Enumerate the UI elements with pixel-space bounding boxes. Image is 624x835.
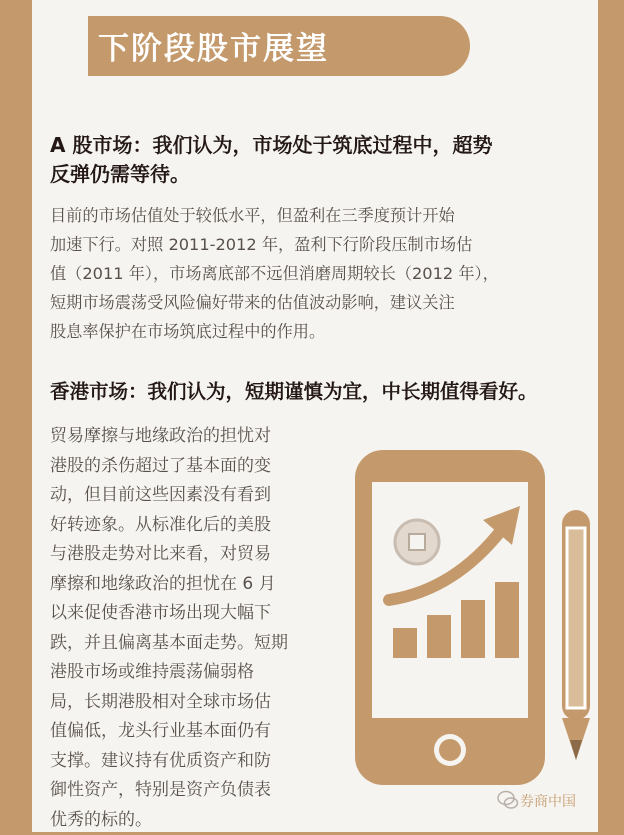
hk-body-line: 优秀的标的。 [50, 809, 152, 830]
a-share-heading-line1: A 股市场：我们认为，市场处于筑底过程中，超势 [50, 133, 493, 157]
hk-body-line: 港股市场或维持震荡偏弱格 [50, 662, 254, 682]
a-share-body-line: 目前的市场估值处于较低水平，但盈利在三季度预计开始 [50, 206, 455, 225]
wechat-icon [497, 789, 519, 811]
hk-body-line: 以来促使香港市场出现大幅下 [50, 603, 271, 623]
hk-body-line: 跌，并且偏离基本面走势。短期 [50, 632, 288, 653]
hk-body-line: 贸易摩擦与地缘政治的担忧对 [50, 426, 271, 446]
hk-heading: 香港市场：我们认为，短期谨慎为宜，中长期值得看好。 [50, 380, 538, 403]
hk-body-line: 支撑。建议持有优质资产和防 [50, 750, 271, 771]
hk-body-line: 摩擦和地缘政治的担忧在 6 月 [50, 573, 276, 594]
a-share-body-line: 值（2011 年），市场离底部不远但消磨周期较长（2012 年）， [50, 264, 499, 283]
hk-body-line: 御性资产，特别是资产负债表 [50, 780, 271, 800]
hk-body-line: 与港股走势对比来看，对贸易 [50, 544, 271, 564]
hk-body-line: 值偏低，龙头行业基本面仍有 [50, 721, 271, 741]
phone-icon [355, 410, 605, 790]
hk-body-line: 好转迹象。从标准化后的美股 [50, 514, 271, 535]
a-share-heading-line2: 反弹仍需等待。 [50, 162, 190, 186]
page-title: 下阶段股市展望 [98, 31, 329, 67]
pen-icon [562, 510, 590, 760]
coin-icon [395, 520, 439, 564]
hk-body-line: 局，长期港股相对全球市场估 [50, 691, 271, 712]
a-share-body-line: 短期市场震荡受风险偏好带来的估值波动影响，建议关注 [50, 293, 455, 312]
brand-watermark: 券商中国 [520, 794, 576, 810]
hk-body-line: 动，但目前这些因素没有看到 [50, 485, 271, 505]
phone-illustration [355, 410, 605, 794]
a-share-body-line: 加速下行。对照 2011-2012 年，盈利下行阶段压制市场估 [50, 235, 473, 254]
hk-body-line: 港股的杀伤超过了基本面的变 [50, 455, 271, 476]
a-share-body-line: 股息率保护在市场筑底过程中的作用。 [50, 322, 326, 341]
